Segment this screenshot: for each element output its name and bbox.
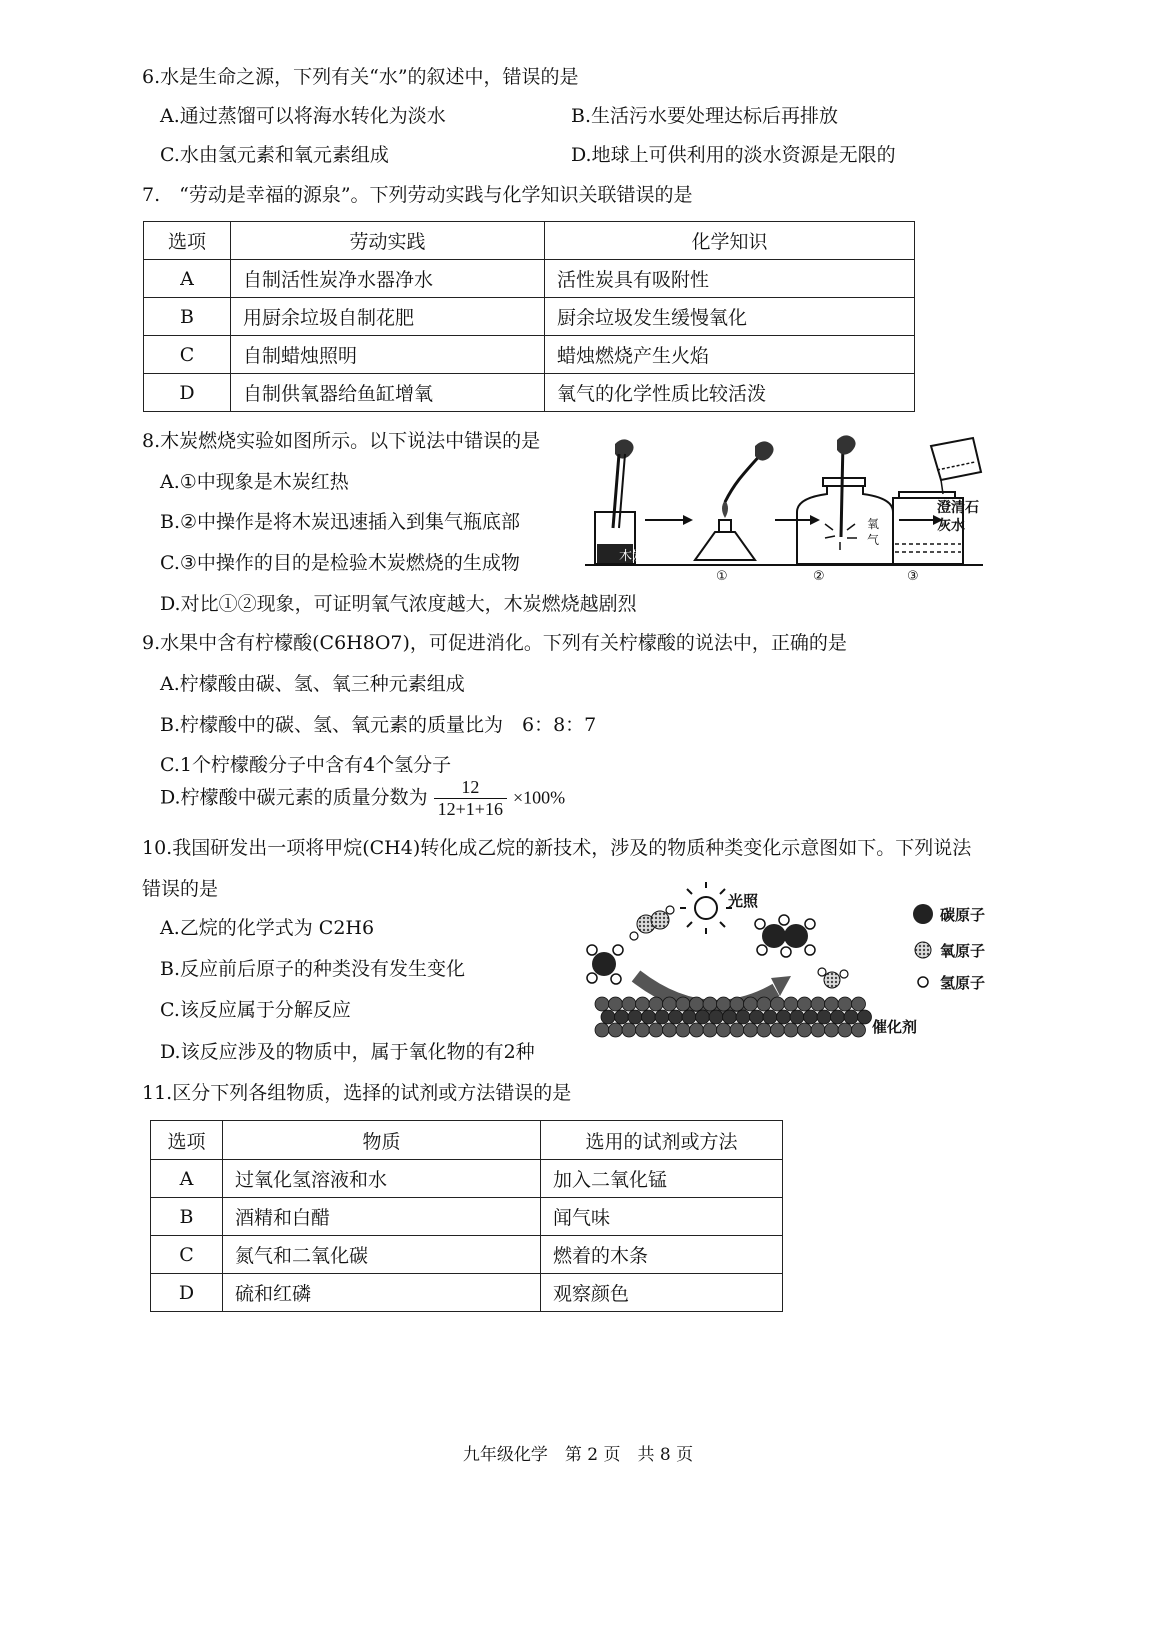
table-row — [151, 1198, 783, 1236]
catalyst-atom — [784, 1023, 798, 1037]
q9-stem: 9.水果中含有柠檬酸(C6H8O7)，可促进消化。下列有关柠檬酸的说法中，正确的是 — [142, 632, 847, 654]
catalyst-atom — [709, 1010, 723, 1024]
oxygen-label-2: 气 — [867, 533, 880, 547]
catalyst-atom — [615, 1010, 629, 1024]
charcoal-label: 木炭 — [619, 549, 646, 564]
table-row — [144, 374, 915, 412]
table-cell: 自制供氧器给鱼缸增氧 — [231, 374, 545, 412]
table-header-cell: 选项 — [151, 1121, 223, 1160]
catalyst-atom — [852, 1023, 866, 1037]
catalyst-atom — [817, 1010, 831, 1024]
catalyst-atom — [730, 997, 744, 1011]
table-header-row — [151, 1121, 783, 1160]
carbon-atom-legend-icon — [913, 904, 933, 924]
catalyst-atom — [757, 997, 771, 1011]
table-cell: D — [151, 1274, 223, 1312]
catalyst-atom — [757, 1023, 771, 1037]
q6-option-c: C.水由氢元素和氧元素组成 — [160, 144, 389, 166]
catalyst-atom — [595, 1023, 609, 1037]
table-cell: 自制蜡烛照明 — [231, 336, 545, 374]
charcoal-combustion-figure — [585, 432, 985, 584]
q11-stem: 11.区分下列各组物质，选择的试剂或方法错误的是 — [142, 1082, 572, 1104]
hand-icon — [837, 435, 856, 454]
light-label: 光照 — [728, 892, 759, 910]
catalyst-atom — [777, 1010, 791, 1024]
catalyst-atom — [825, 1023, 839, 1037]
table-cell: C — [144, 336, 231, 374]
table-cell: 蜡烛燃烧产生火焰 — [545, 336, 915, 374]
catalyst-atom — [811, 1023, 825, 1037]
hydrogen-atom-legend-icon — [918, 977, 928, 987]
q10-option-c: C.该反应属于分解反应 — [160, 999, 351, 1021]
q9-option-d-suffix: ×100% — [513, 787, 566, 808]
methane-conversion-figure — [586, 880, 1006, 1050]
q9-option-c: C.1个柠檬酸分子中含有4个氢分子 — [160, 754, 452, 776]
table-row — [151, 1160, 783, 1198]
catalyst-atom — [723, 1010, 737, 1024]
table-cell: 厨余垃圾发生缓慢氧化 — [545, 298, 915, 336]
catalyst-atom — [595, 997, 609, 1011]
table-header-cell: 选用的试剂或方法 — [541, 1121, 783, 1160]
catalyst-atom — [798, 997, 812, 1011]
step-3-label: ③ — [907, 569, 919, 584]
table-row — [151, 1236, 783, 1274]
catalyst-atom — [831, 1010, 845, 1024]
q10-option-b: B.反应前后原子的种类没有发生变化 — [160, 958, 466, 980]
table-cell: 自制活性炭净水器净水 — [231, 260, 545, 298]
catalyst-atom — [736, 1010, 750, 1024]
catalyst-atom — [744, 1023, 758, 1037]
table-cell: 过氧化氢溶液和水 — [223, 1160, 541, 1198]
catalyst-atom — [609, 1023, 623, 1037]
catalyst-atom — [717, 1023, 731, 1037]
catalyst-atom — [636, 1023, 650, 1037]
catalyst-atom — [784, 997, 798, 1011]
catalyst-atom — [663, 1023, 677, 1037]
table-cell: D — [144, 374, 231, 412]
sun-icon — [680, 882, 732, 934]
limewater-label-2: 灰水 — [937, 518, 965, 534]
catalyst-atom — [825, 997, 839, 1011]
catalyst-atom — [798, 1023, 812, 1037]
catalyst-atom — [744, 997, 758, 1011]
catalyst-atom — [649, 997, 663, 1011]
catalyst-atom — [771, 997, 785, 1011]
catalyst-atom — [676, 1023, 690, 1037]
table-cell: 硫和红磷 — [223, 1274, 541, 1312]
catalyst-atom — [790, 1010, 804, 1024]
catalyst-atom — [690, 1023, 704, 1037]
q7-stem: 7. “劳动是幸福的源泉”。下列劳动实践与化学知识关联错误的是 — [142, 184, 693, 206]
catalyst-atom — [696, 1010, 710, 1024]
table-header-cell: 化学知识 — [545, 222, 915, 260]
catalyst-atom — [730, 1023, 744, 1037]
table-cell: 观察颜色 — [541, 1274, 783, 1312]
table-cell: 闻气味 — [541, 1198, 783, 1236]
table-header-cell: 劳动实践 — [231, 222, 545, 260]
legend-carbon: 碳原子 — [940, 906, 986, 924]
catalyst-atom — [703, 997, 717, 1011]
fraction-numerator: 12 — [434, 777, 507, 799]
oxygen-label-1: 氧 — [867, 517, 880, 531]
oxygen-atom-legend-icon — [915, 942, 931, 958]
catalyst-atom — [636, 997, 650, 1011]
mass-fraction-formula — [434, 777, 507, 820]
q10-option-a: A.乙烷的化学式为 C2H6 — [160, 917, 375, 939]
table-cell: 燃着的木条 — [541, 1236, 783, 1274]
table-row — [151, 1274, 783, 1312]
q8-stem: 8.木炭燃烧实验如图所示。以下说法中错误的是 — [142, 430, 541, 452]
q8-option-b: B.②中操作是将木炭迅速插入到集气瓶底部 — [160, 511, 521, 533]
table-row — [144, 298, 915, 336]
q6-stem: 6.水是生命之源，下列有关“水”的叙述中，错误的是 — [142, 66, 579, 88]
table-cell: 用厨余垃圾自制花肥 — [231, 298, 545, 336]
catalyst-atom — [811, 997, 825, 1011]
legend-hydrogen: 氢原子 — [940, 974, 986, 992]
catalyst-atom — [649, 1023, 663, 1037]
hand-icon — [755, 441, 774, 460]
table-cell: 活性炭具有吸附性 — [545, 260, 915, 298]
catalyst-atom — [717, 997, 731, 1011]
catalyst-atom — [642, 1010, 656, 1024]
step-1-label: ① — [716, 569, 728, 584]
q7-table — [143, 221, 915, 412]
catalyst-atom — [858, 1010, 872, 1024]
catalyst-atom — [852, 997, 866, 1011]
q8-option-d: D.对比①②现象，可证明氧气浓度越大，木炭燃烧越剧烈 — [160, 593, 637, 615]
table-row — [144, 336, 915, 374]
fraction-denominator: 12+1+16 — [437, 799, 503, 819]
catalyst-atom — [703, 1023, 717, 1037]
catalyst-atom — [628, 1010, 642, 1024]
table-cell: 氧气的化学性质比较活泼 — [545, 374, 915, 412]
q8-option-c: C.③中操作的目的是检验木炭燃烧的生成物 — [160, 552, 520, 574]
catalyst-atom — [622, 997, 636, 1011]
table-cell: B — [144, 298, 231, 336]
page-footer: 九年级化学 第 2 页 共 8 页 — [462, 1445, 694, 1465]
catalyst-atom — [655, 1010, 669, 1024]
catalyst-atom — [771, 1023, 785, 1037]
catalyst-atom — [676, 997, 690, 1011]
q10-stem-line1: 10.我国研发出一项将甲烷(CH4)转化成乙烷的新技术，涉及的物质种类变化示意图如下。下列说法 — [142, 837, 972, 859]
table-header-cell: 物质 — [223, 1121, 541, 1160]
catalyst-atom — [601, 1010, 615, 1024]
catalyst-atom — [690, 997, 704, 1011]
q8-option-a: A.①中现象是木炭红热 — [160, 471, 349, 493]
table-header-cell: 选项 — [144, 222, 231, 260]
table-cell: 酒精和白醋 — [223, 1198, 541, 1236]
q6-option-d: D.地球上可供利用的淡水资源是无限的 — [571, 144, 896, 166]
q11-table — [150, 1120, 783, 1312]
catalyst-atom — [663, 997, 677, 1011]
table-cell: A — [151, 1160, 223, 1198]
catalyst-atom — [622, 1023, 636, 1037]
catalyst-atom — [669, 1010, 683, 1024]
table-cell: 氮气和二氧化碳 — [223, 1236, 541, 1274]
limewater-label-1: 澄清石 — [937, 500, 979, 516]
table-row — [144, 260, 915, 298]
q6-option-b: B.生活污水要处理达标后再排放 — [571, 105, 839, 127]
table-cell: A — [144, 260, 231, 298]
q9-option-d — [160, 777, 565, 820]
q10-option-d: D.该反应涉及的物质中，属于氧化物的有2种 — [160, 1041, 535, 1063]
catalyst-atom — [804, 1010, 818, 1024]
q6-option-a: A.通过蒸馏可以将海水转化为淡水 — [160, 105, 446, 127]
q10-stem-line2: 错误的是 — [142, 878, 219, 900]
q9-option-b: B.柠檬酸中的碳、氢、氧元素的质量比为 6：8：7 — [160, 714, 597, 736]
table-header-row — [144, 222, 915, 260]
catalyst-atom — [763, 1010, 777, 1024]
q9-option-d-prefix: D.柠檬酸中碳元素的质量分数为 — [160, 786, 428, 809]
table-cell: B — [151, 1198, 223, 1236]
legend-oxygen: 氧原子 — [940, 942, 986, 960]
catalyst-atom — [682, 1010, 696, 1024]
catalyst-atom — [750, 1010, 764, 1024]
q9-option-a: A.柠檬酸由碳、氢、氧三种元素组成 — [160, 673, 465, 695]
step-2-label: ② — [813, 569, 825, 584]
table-cell: 加入二氧化锰 — [541, 1160, 783, 1198]
catalyst-surface — [594, 996, 872, 1040]
catalyst-atom — [838, 1023, 852, 1037]
table-cell: C — [151, 1236, 223, 1274]
catalyst-label: 催化剂 — [872, 1018, 918, 1036]
catalyst-atom — [609, 997, 623, 1011]
catalyst-atom — [838, 997, 852, 1011]
catalyst-atom — [844, 1010, 858, 1024]
